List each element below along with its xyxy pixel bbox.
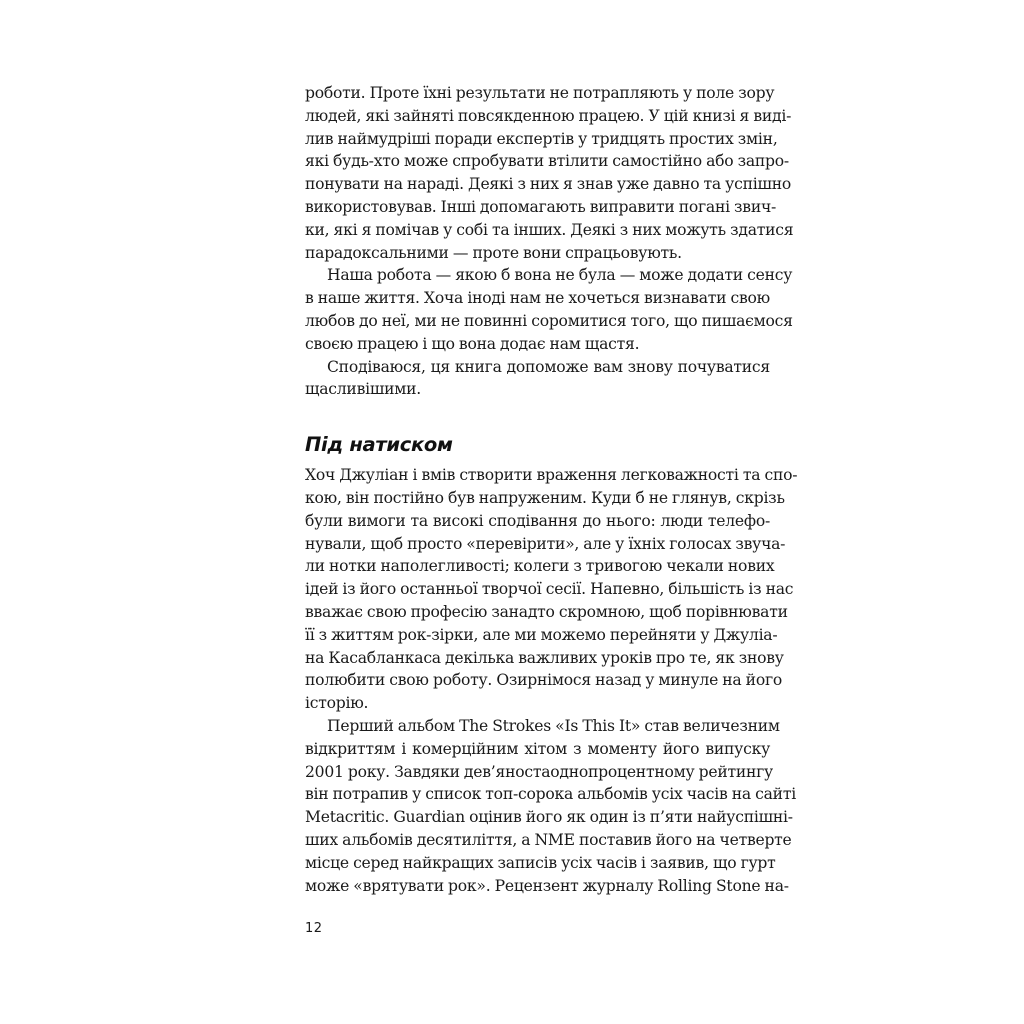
text-line: нували, щоб просто «перевірити», але у їхніх голосах звуча- [305,534,786,553]
text-line: на Касабланкаса декілька важливих уроків про те, як знову [305,648,784,667]
text-line: ідей із його останньої творчої сесії. Напевно, більшість із нас [305,580,794,599]
text-line: були вимоги та високі сподівання до нього: люди телефо- [305,511,770,530]
text-line: може «врятувати рок». Рецензент журналу Rolling Stone на- [305,876,789,895]
paragraph-work-meaning [305,264,793,355]
paragraph-julian-pressure [305,464,798,715]
text-line: історію. [305,694,369,713]
text-line: використовував. Інші допомагають виправити погані звич- [305,197,777,216]
text-line: відкриттям і комерційним хітом з моменту його випуску [305,739,770,758]
text-line: любов до неї, ми не повинні соромитися того, що пишаємося [305,311,793,330]
text-line: роботи. Проте їхні результати не потрапляють у поле зору [305,84,775,102]
paragraph-hope [305,356,770,402]
text-line: щасливішими. [305,380,421,399]
paragraph-intro-ending [305,82,794,264]
text-line: кою, він постійно був напруженим. Куди б не глянув, скрізь [305,488,785,507]
text-line: 2001 року. Завдяки дев’яностаоднопроцентному рейтингу [305,762,773,781]
text-line: людей, які зайняті повсякденною працею. У цій книзі я виді- [305,106,792,125]
book-page-body [305,82,798,897]
section-heading: Під натиском [305,433,453,457]
text-line: ших альбомів десятиліття, а NME поставив його на четверте [305,830,792,849]
text-line: місце серед найкращих записів усіх часів і заявив, що гурт [305,853,776,872]
text-line: вважає свою професію занадто скромною, щоб порівнювати [305,602,788,621]
page-number: 12 [305,921,323,936]
text-line: які будь-хто може спробувати втілити самостійно або запро- [305,152,789,171]
text-line: в наше життя. Хоча іноді нам не хочеться визнавати свою [305,289,770,308]
text-line: Хоч Джуліан і вмів створити враження легковажності та спо- [305,466,798,485]
text-line: понувати на нараді. Деякі з них я знав уже давно та успішно [305,175,791,194]
text-line: Перший альбом The Strokes «Is This It» став величезним [327,716,780,735]
text-line: полюбити свою роботу. Озирнімося назад у минуле на його [305,671,783,690]
text-line: парадоксальними — проте вони спрацьовують. [305,243,682,262]
paragraph-first-album [305,715,796,897]
text-line: Наша робота — якою б вона не була — може додати сенсу [327,266,793,285]
text-line: він потрапив у список топ-сорока альбомів усіх часів на сайті [305,785,796,804]
text-line: своєю працею і що вона додає нам щастя. [305,334,640,353]
text-line: Сподіваюся, ця книга допоможе вам знову почуватися [327,357,770,376]
text-line: її з життям рок-зірки, але ми можемо перейняти у Джуліа- [305,625,778,644]
text-line: ли нотки наполегливості; колеги з тривогою чекали нових [305,557,775,576]
text-line: Metacritic. Guardian оцінив його як один із п’яти найуспішні- [305,808,793,827]
text-line: лив наймудріші поради експертів у тридцять простих змін, [305,129,778,148]
text-line: ки, які я помічав у собі та інших. Деякі з них можуть здатися [305,220,794,239]
